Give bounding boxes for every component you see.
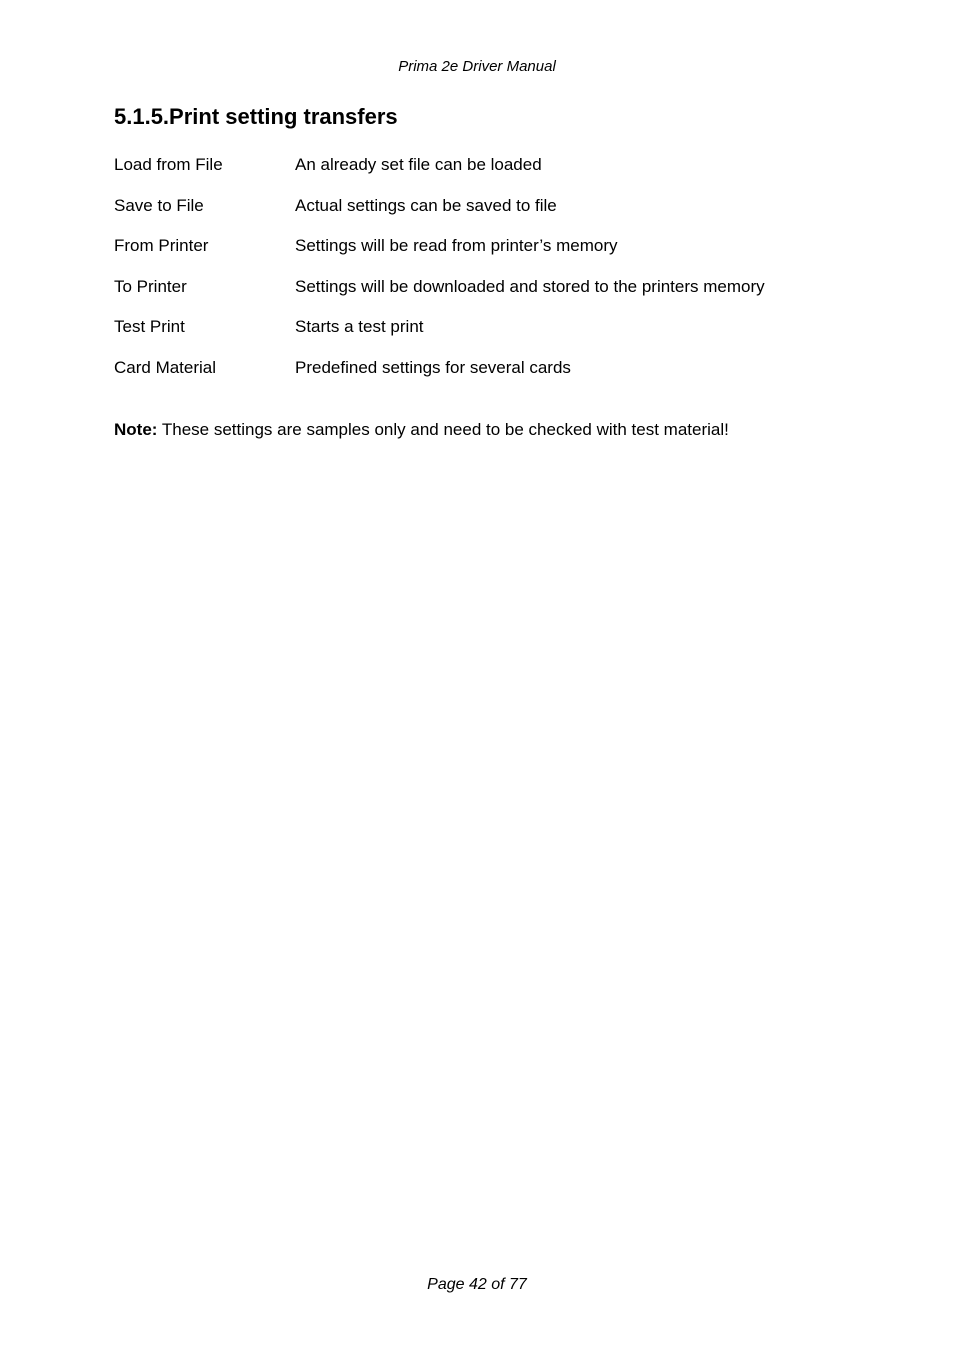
definition-row-to-printer xyxy=(114,276,854,317)
note-text: These settings are samples only and need to be checked with test material! xyxy=(157,420,729,439)
page-number: Page 42 of 77 xyxy=(427,1276,527,1293)
note-label: Note: xyxy=(114,420,158,439)
definition-description: Actual settings can be saved to file xyxy=(295,195,557,215)
definition-row-test-print xyxy=(114,316,854,357)
definition-term: Load from File xyxy=(114,155,223,174)
definition-row-save-to-file xyxy=(114,195,854,236)
definition-term: Test Print xyxy=(114,317,185,337)
definition-row-from-printer xyxy=(114,235,854,276)
definition-description: Settings will be downloaded and stored to the printers memory xyxy=(295,276,765,296)
definition-term: Card Material xyxy=(114,357,217,377)
definition-term: From Printer xyxy=(114,236,209,256)
definition-description: An already set file can be loaded xyxy=(295,155,542,174)
document-header: Prima 2e Driver Manual xyxy=(398,58,556,75)
definition-row-card-material xyxy=(114,357,854,398)
definition-description: Predefined settings for several cards xyxy=(295,357,571,377)
definition-list xyxy=(114,154,854,398)
note-paragraph xyxy=(114,419,729,441)
definition-term: To Printer xyxy=(114,276,187,296)
definition-term: Save to File xyxy=(114,195,204,215)
definition-description: Starts a test print xyxy=(295,317,424,337)
section-title: 5.1.5.Print setting transfers xyxy=(114,104,398,129)
definition-row-load-from-file xyxy=(114,154,854,195)
definition-description: Settings will be read from printer’s memory xyxy=(295,236,618,256)
